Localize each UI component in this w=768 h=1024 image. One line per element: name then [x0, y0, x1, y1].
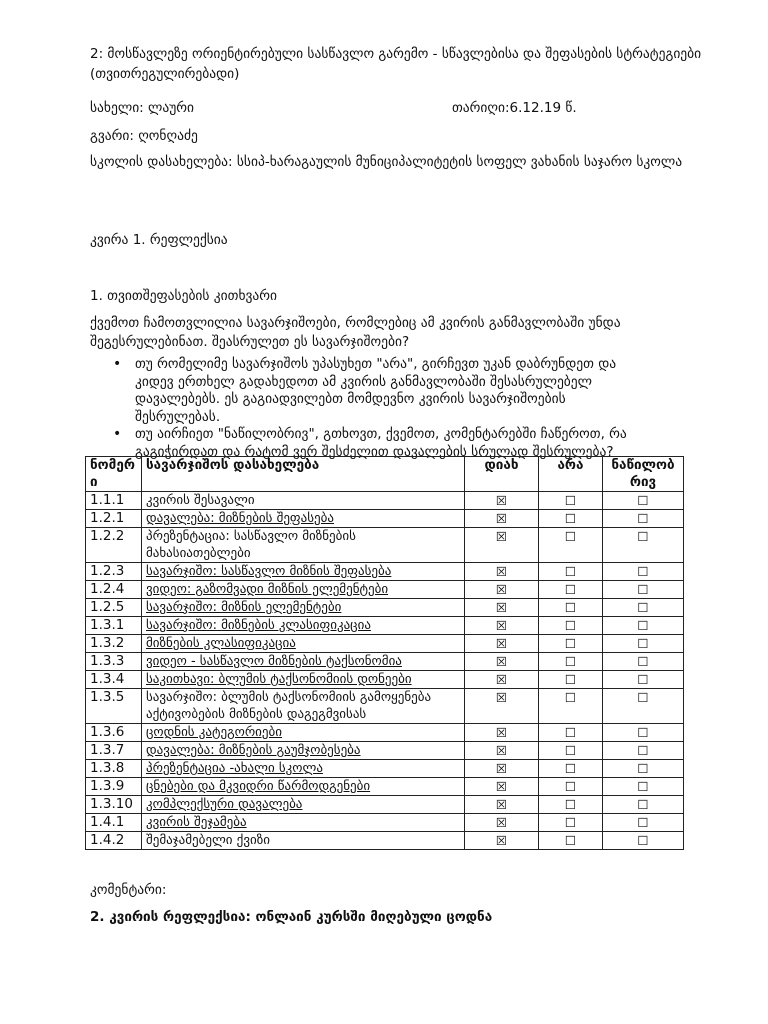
row-task	[142, 563, 465, 581]
instructions-list	[113, 356, 653, 461]
date-field: თარიღი:6.12.19 წ.	[452, 100, 577, 116]
row-no-checkbox[interactable]: ☐	[539, 599, 603, 617]
row-no-checkbox[interactable]: ☐	[539, 796, 603, 814]
surname-field: გვარი: ღონღაძე	[90, 128, 198, 144]
section-2-title: 2. კვირის რეფლექსია: ონლაინ კურსში მიღებული ცოდნა	[90, 909, 493, 925]
row-partial-checkbox[interactable]: ☐	[603, 510, 684, 528]
row-task	[142, 617, 465, 635]
row-number: 1.4.1	[86, 814, 142, 832]
row-yes-checkbox[interactable]: ☒	[465, 563, 539, 581]
table-row	[86, 778, 684, 796]
row-yes-checkbox[interactable]: ☒	[465, 689, 539, 724]
row-number: 1.3.4	[86, 671, 142, 689]
row-partial-checkbox[interactable]: ☐	[603, 671, 684, 689]
row-no-checkbox[interactable]: ☐	[539, 528, 603, 563]
table-row	[86, 528, 684, 563]
row-number: 1.3.5	[86, 689, 142, 724]
header-no: არა	[539, 457, 603, 492]
row-no-checkbox[interactable]: ☐	[539, 689, 603, 724]
row-number: 1.3.6	[86, 724, 142, 742]
row-yes-checkbox[interactable]: ☒	[465, 599, 539, 617]
row-number: 1.1.1	[86, 492, 142, 510]
row-yes-checkbox[interactable]: ☒	[465, 814, 539, 832]
row-partial-checkbox[interactable]: ☐	[603, 689, 684, 724]
table-row	[86, 510, 684, 528]
document-heading: 2: მოსწავლეზე ორიენტირებული სასწავლო გარემო - სწავლებისა და შეფასების სტრატეგიები (თვითრეგულირებადი)	[90, 46, 702, 82]
row-number: 1.2.3	[86, 563, 142, 581]
row-number: 1.2.5	[86, 599, 142, 617]
table-row	[86, 492, 684, 510]
row-task	[142, 814, 465, 832]
row-no-checkbox[interactable]: ☐	[539, 724, 603, 742]
header-yes: დიახ	[465, 457, 539, 492]
row-number: 1.2.1	[86, 510, 142, 528]
bullet-text: თუ რომელიმე სავარჯიშოს უპასუხეთ "არა", გირჩევთ უკან დაბრუნდეთ და კიდევ ერთხელ გადახედოთ ამ კვირის განმავლობაში შესასრულებელ დავალებებს. ეს გაგიადვილებთ მომდევნო კვირის სავარჯიშოების შესრულებას.	[135, 356, 617, 425]
row-no-checkbox[interactable]: ☐	[539, 563, 603, 581]
row-number: 1.3.1	[86, 617, 142, 635]
row-task-text: საკითხავი: ბლუმის ტაქსონომიის დონეები	[146, 672, 412, 687]
row-number: 1.2.4	[86, 581, 142, 599]
row-number: 1.3.9	[86, 778, 142, 796]
row-yes-checkbox[interactable]: ☒	[465, 796, 539, 814]
school-field: სკოლის დასახელება: სსიპ-ხარაგაულის მუნიციპალიტეტის სოფელ ვახანის საჯარო სკოლა	[90, 154, 683, 170]
row-partial-checkbox[interactable]: ☐	[603, 617, 684, 635]
row-number: 1.3.10	[86, 796, 142, 814]
row-yes-checkbox[interactable]: ☒	[465, 528, 539, 563]
row-no-checkbox[interactable]: ☐	[539, 832, 603, 850]
row-task	[142, 671, 465, 689]
table-row	[86, 742, 684, 760]
row-task	[142, 760, 465, 778]
row-task-text: ვიდეო: გაზომვადი მიზნის ელემენტები	[146, 582, 389, 597]
row-yes-checkbox[interactable]: ☒	[465, 581, 539, 599]
row-task	[142, 724, 465, 742]
row-partial-checkbox[interactable]: ☐	[603, 599, 684, 617]
row-task-text: დავალება: მიზნების გაუმჯობესება	[146, 743, 361, 758]
row-no-checkbox[interactable]: ☐	[539, 742, 603, 760]
row-number: 1.3.3	[86, 653, 142, 671]
row-no-checkbox[interactable]: ☐	[539, 617, 603, 635]
row-yes-checkbox[interactable]: ☒	[465, 778, 539, 796]
row-partial-checkbox[interactable]: ☐	[603, 832, 684, 850]
row-partial-checkbox[interactable]: ☐	[603, 563, 684, 581]
row-no-checkbox[interactable]: ☐	[539, 778, 603, 796]
row-partial-checkbox[interactable]: ☐	[603, 814, 684, 832]
section-1-title: 1. თვითშეფასების კითხვარი	[90, 288, 278, 304]
comments-label: კომენტარი:	[90, 882, 167, 898]
row-task	[142, 510, 465, 528]
row-task-text: მიზნების კლასიფიკაცია	[146, 636, 296, 651]
header-task: სავარჯიშოს დასახელება	[142, 457, 465, 492]
table-row	[86, 617, 684, 635]
name-field: სახელი: ლაური	[90, 100, 195, 116]
row-no-checkbox[interactable]: ☐	[539, 760, 603, 778]
table-row	[86, 671, 684, 689]
row-yes-checkbox[interactable]: ☒	[465, 617, 539, 635]
intro-paragraph: ქვემოთ ჩამოთვლილია სავარჯიშოები, რომლებიც ამ კვირის განმავლობაში უნდა შეგესრულებინათ. შეასრულეთ ეს სავარჯიშოები?	[90, 315, 621, 350]
row-task: სავარჯიშო: ბლუმის ტაქსონომიის გამოყენება აქტივობების მიზნების დაგეგმვისას	[142, 689, 465, 724]
row-task	[142, 796, 465, 814]
row-partial-checkbox[interactable]: ☐	[603, 653, 684, 671]
table-row	[86, 832, 684, 850]
row-yes-checkbox[interactable]: ☒	[465, 832, 539, 850]
row-task: კვირის შესავალი	[142, 492, 465, 510]
row-task-text: ვიდეო - სასწავლო მიზნების ტაქსონომია	[146, 654, 402, 669]
row-yes-checkbox[interactable]: ☒	[465, 492, 539, 510]
row-task	[142, 581, 465, 599]
row-partial-checkbox[interactable]: ☐	[603, 796, 684, 814]
row-number: 1.4.2	[86, 832, 142, 850]
row-task	[142, 742, 465, 760]
row-task	[142, 635, 465, 653]
header-number: ნომერი	[86, 457, 142, 492]
table-header-row	[86, 457, 684, 492]
row-task-text: სავარჯიშო: მიზნების კლასიფიკაცია	[146, 618, 371, 633]
list-item	[113, 356, 653, 426]
row-number: 1.2.2	[86, 528, 142, 563]
row-no-checkbox[interactable]: ☐	[539, 492, 603, 510]
table-row	[86, 653, 684, 671]
row-task-text: ცოდნის კატეგორიები	[146, 725, 282, 740]
table-row	[86, 563, 684, 581]
row-partial-checkbox[interactable]: ☐	[603, 528, 684, 563]
table-row	[86, 814, 684, 832]
exercise-table	[85, 456, 684, 850]
row-yes-checkbox[interactable]: ☒	[465, 653, 539, 671]
table-row	[86, 599, 684, 617]
table-row	[86, 724, 684, 742]
row-partial-checkbox[interactable]: ☐	[603, 760, 684, 778]
table-row	[86, 635, 684, 653]
row-number: 1.3.2	[86, 635, 142, 653]
row-yes-checkbox[interactable]: ☒	[465, 671, 539, 689]
row-no-checkbox[interactable]: ☐	[539, 635, 603, 653]
row-task-text: კვირის შეჯამება	[146, 815, 247, 830]
row-no-checkbox[interactable]: ☐	[539, 814, 603, 832]
row-no-checkbox[interactable]: ☐	[539, 653, 603, 671]
row-yes-checkbox[interactable]: ☒	[465, 760, 539, 778]
bullet-text: თუ აირჩიეთ "ნაწილობრივ", გთხოვთ, ქვემოთ, კომენტარებში ჩაწეროთ, რა გაგიჭირდათ და რატომ ვერ შესძელით დავალების სრულად შესრულება?	[135, 426, 627, 460]
table-row	[86, 689, 684, 724]
row-yes-checkbox[interactable]: ☒	[465, 724, 539, 742]
row-task-text: კომპლექსური დავალება	[146, 797, 303, 812]
row-task-text: სავარჯიშო: მიზნის ელემენტები	[146, 600, 342, 615]
row-task	[142, 778, 465, 796]
row-task-text: ცნებები და მკვიდრი წარმოდგენები	[146, 779, 371, 794]
row-task: პრეზენტაცია: სასწავლო მიზნების მახასიათებლები	[142, 528, 465, 563]
row-task	[142, 653, 465, 671]
header-partial: ნაწილობრივ	[603, 457, 684, 492]
row-task-text: პრეზენტაცია -ახალი სკოლა	[146, 761, 323, 776]
row-no-checkbox[interactable]: ☐	[539, 510, 603, 528]
row-partial-checkbox[interactable]: ☐	[603, 581, 684, 599]
row-number: 1.3.7	[86, 742, 142, 760]
row-partial-checkbox[interactable]: ☐	[603, 492, 684, 510]
table-row	[86, 581, 684, 599]
table-body	[86, 492, 684, 850]
row-no-checkbox[interactable]: ☐	[539, 671, 603, 689]
row-partial-checkbox[interactable]: ☐	[603, 778, 684, 796]
row-yes-checkbox[interactable]: ☒	[465, 510, 539, 528]
row-task-text: სავარჯიშო: სასწავლო მიზნის შეფასება	[146, 564, 392, 579]
table-row	[86, 760, 684, 778]
row-task	[142, 599, 465, 617]
row-task: შემაჯამებელი ქვიზი	[142, 832, 465, 850]
row-partial-checkbox[interactable]: ☐	[603, 742, 684, 760]
row-number: 1.3.8	[86, 760, 142, 778]
row-partial-checkbox[interactable]: ☐	[603, 635, 684, 653]
week-title: კვირა 1. რეფლექსია	[90, 232, 228, 248]
row-task-text: დავალება: მიზნების შეფასება	[146, 511, 334, 526]
table-row	[86, 796, 684, 814]
row-partial-checkbox[interactable]: ☐	[603, 724, 684, 742]
row-yes-checkbox[interactable]: ☒	[465, 742, 539, 760]
row-yes-checkbox[interactable]: ☒	[465, 635, 539, 653]
row-no-checkbox[interactable]: ☐	[539, 581, 603, 599]
